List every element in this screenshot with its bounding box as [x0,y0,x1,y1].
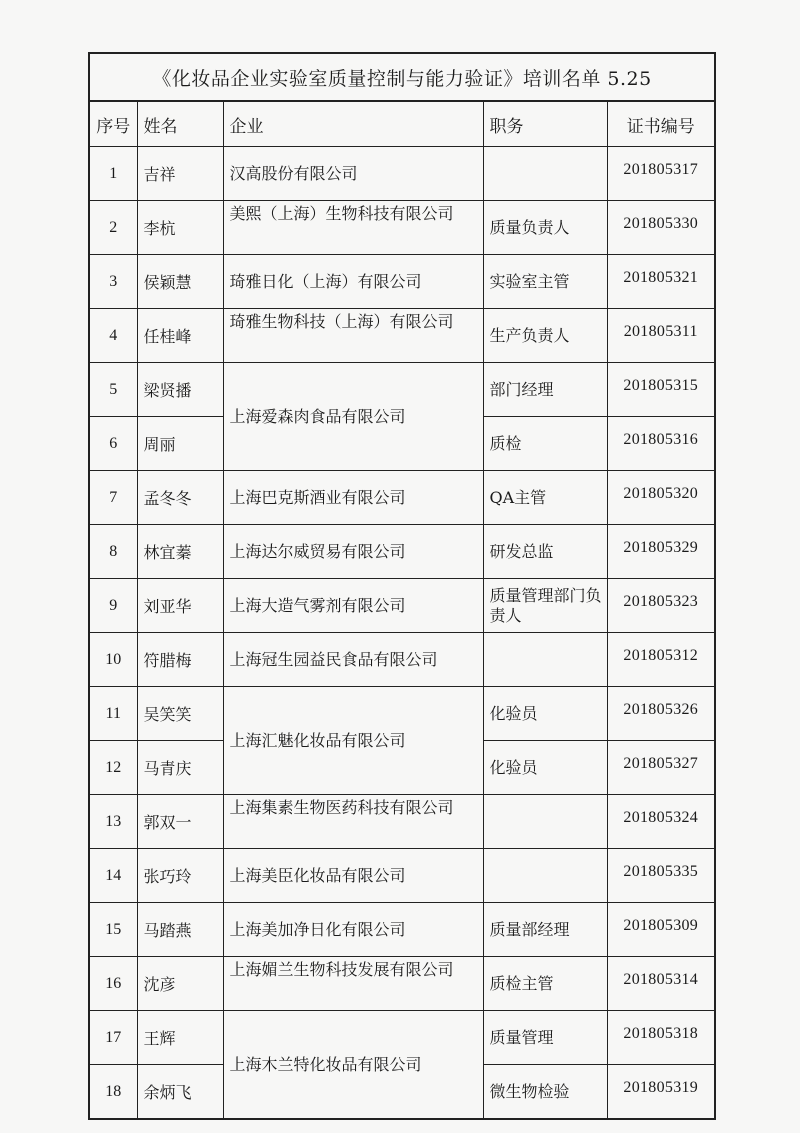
row-cert: 201805327 [607,741,715,795]
row-name: 马青庆 [137,741,223,795]
row-no: 13 [89,795,137,849]
row-cert: 201805321 [607,255,715,309]
row-no: 17 [89,1011,137,1065]
row-name: 李杭 [137,201,223,255]
row-cert: 201805316 [607,417,715,471]
row-name: 马踏燕 [137,903,223,957]
row-role: 化验员 [483,687,607,741]
row-no: 18 [89,1065,137,1120]
table-row [89,201,715,255]
row-role [483,795,607,849]
row-name: 任桂峰 [137,309,223,363]
row-company: 上海大造气雾剂有限公司 [223,579,483,633]
table-row [89,1011,715,1065]
row-no: 2 [89,201,137,255]
row-company: 上海美加净日化有限公司 [223,903,483,957]
table-header-row [89,101,715,147]
row-role [483,147,607,201]
row-role: 质量管理 [483,1011,607,1065]
row-cert: 201805315 [607,363,715,417]
row-name: 周丽 [137,417,223,471]
row-no: 6 [89,417,137,471]
row-name: 林宜蓁 [137,525,223,579]
row-company: 琦雅生物科技（上海）有限公司 [223,309,483,363]
row-name: 沈彦 [137,957,223,1011]
row-name: 侯颖慧 [137,255,223,309]
row-cert: 201805312 [607,633,715,687]
row-role: 研发总监 [483,525,607,579]
header-company: 企业 [223,101,483,147]
row-cert: 201805320 [607,471,715,525]
row-company: 琦雅日化（上海）有限公司 [223,255,483,309]
row-role: 质量部经理 [483,903,607,957]
row-role: 实验室主管 [483,255,607,309]
document-title: 《化妆品企业实验室质量控制与能力验证》培训名单 5.25 [89,53,715,101]
row-company: 上海冠生园益民食品有限公司 [223,633,483,687]
row-cert: 201805317 [607,147,715,201]
row-no: 9 [89,579,137,633]
row-cert: 201805326 [607,687,715,741]
row-no: 11 [89,687,137,741]
table-row [89,633,715,687]
row-no: 12 [89,741,137,795]
row-no: 10 [89,633,137,687]
row-cert: 201805309 [607,903,715,957]
table-row [89,255,715,309]
row-name: 孟冬冬 [137,471,223,525]
row-role [483,849,607,903]
row-cert: 201805319 [607,1065,715,1120]
row-company: 上海美臣化妆品有限公司 [223,849,483,903]
training-roster-table [88,52,716,1120]
header-cert: 证书编号 [607,101,715,147]
row-no: 1 [89,147,137,201]
row-company: 上海达尔威贸易有限公司 [223,525,483,579]
row-no: 15 [89,903,137,957]
header-name: 姓名 [137,101,223,147]
row-cert: 201805329 [607,525,715,579]
row-cert: 201805314 [607,957,715,1011]
header-no: 序号 [89,101,137,147]
row-no: 8 [89,525,137,579]
table-row [89,903,715,957]
row-no: 16 [89,957,137,1011]
table-row [89,363,715,417]
row-company: 上海汇魅化妆品有限公司 [223,687,483,795]
row-cert: 201805311 [607,309,715,363]
row-company: 上海集素生物医药科技有限公司 [223,795,483,849]
row-name: 刘亚华 [137,579,223,633]
row-role: 质检 [483,417,607,471]
row-company: 上海媚兰生物科技发展有限公司 [223,957,483,1011]
row-name: 符腊梅 [137,633,223,687]
row-name: 吉祥 [137,147,223,201]
header-role: 职务 [483,101,607,147]
table-row [89,795,715,849]
row-cert: 201805323 [607,579,715,633]
row-company: 上海爱森肉食品有限公司 [223,363,483,471]
row-company: 汉高股份有限公司 [223,147,483,201]
table-row [89,957,715,1011]
row-cert: 201805335 [607,849,715,903]
table-row [89,525,715,579]
row-cert: 201805330 [607,201,715,255]
row-cert: 201805318 [607,1011,715,1065]
row-role: 质量管理部门负责人 [483,579,607,633]
row-company: 上海巴克斯酒业有限公司 [223,471,483,525]
row-name: 郭双一 [137,795,223,849]
row-role: 部门经理 [483,363,607,417]
row-role: 生产负责人 [483,309,607,363]
row-role: 化验员 [483,741,607,795]
table-row [89,687,715,741]
row-name: 王辉 [137,1011,223,1065]
row-cert: 201805324 [607,795,715,849]
row-role: QA主管 [483,471,607,525]
row-company: 美熙（上海）生物科技有限公司 [223,201,483,255]
table-row [89,471,715,525]
row-no: 3 [89,255,137,309]
row-no: 14 [89,849,137,903]
row-no: 7 [89,471,137,525]
table-row [89,849,715,903]
row-role: 质检主管 [483,957,607,1011]
row-no: 4 [89,309,137,363]
row-no: 5 [89,363,137,417]
row-name: 吴笑笑 [137,687,223,741]
document-sheet [88,52,714,1120]
row-role: 质量负责人 [483,201,607,255]
row-role [483,633,607,687]
row-name: 余炳飞 [137,1065,223,1120]
row-role: 微生物检验 [483,1065,607,1120]
row-company: 上海木兰特化妆品有限公司 [223,1011,483,1120]
table-row [89,579,715,633]
row-name: 张巧玲 [137,849,223,903]
table-row [89,147,715,201]
table-row [89,309,715,363]
row-name: 梁贤播 [137,363,223,417]
